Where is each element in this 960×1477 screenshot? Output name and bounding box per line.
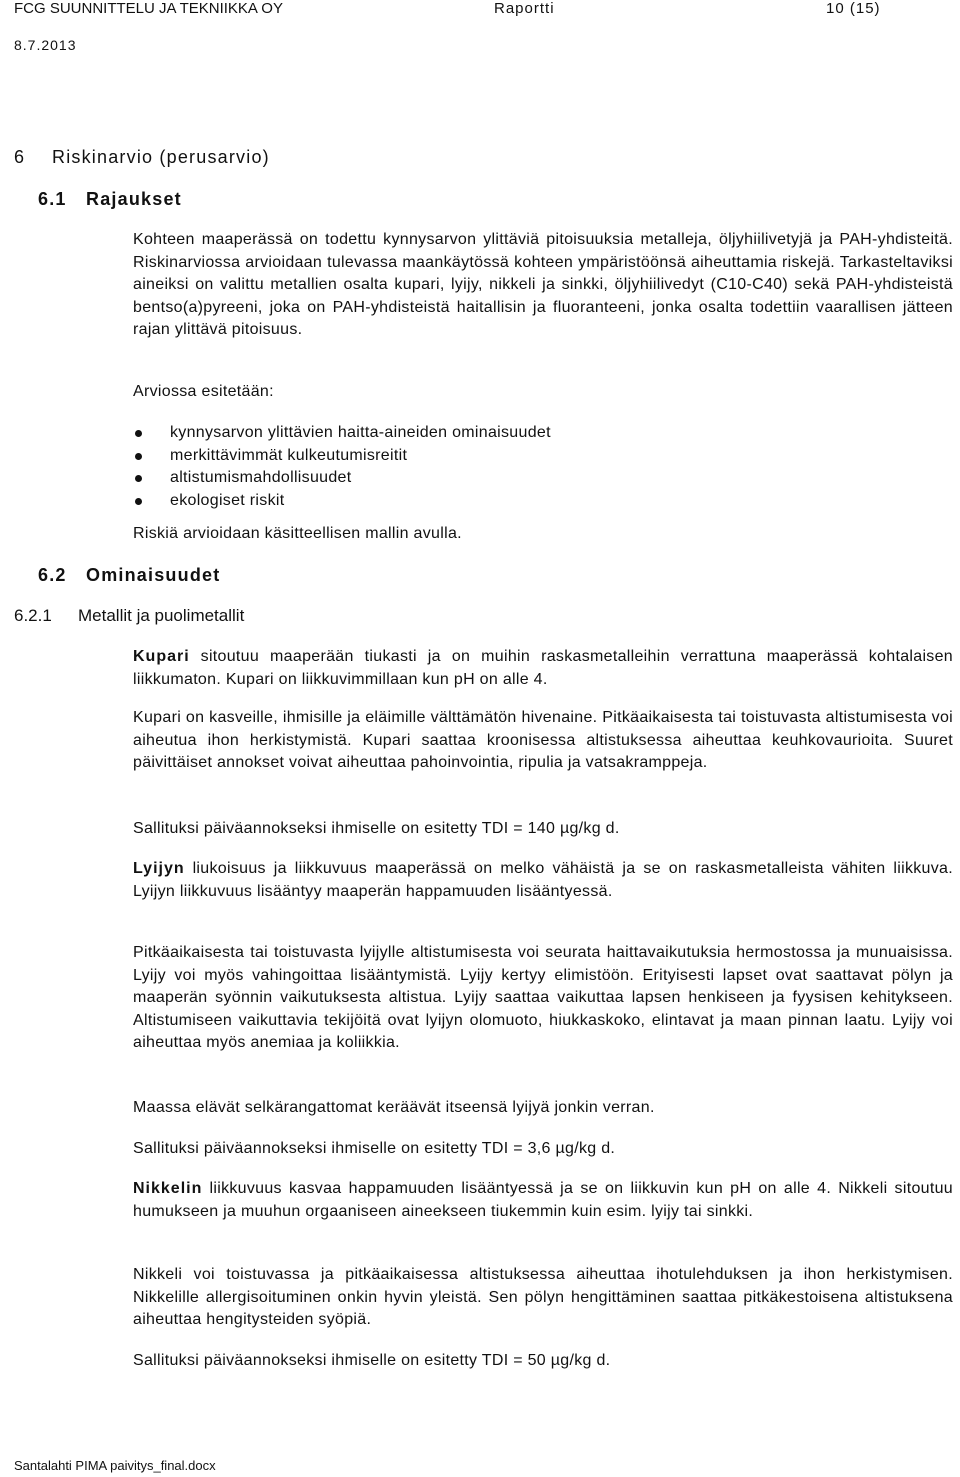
section-6-title: Riskinarvio (perusarvio) <box>52 147 270 167</box>
lyijy-paragraph-3: Maassa elävät selkärangattomat keräävät itseensä lyijyä jonkin verran. <box>133 1099 655 1116</box>
header-company: FCG SUUNNITTELU JA TEKNIIKKA OY <box>14 0 283 17</box>
list-item: kynnysarvon ylittävien haitta-aineiden ominaisuudet <box>133 422 551 445</box>
kupari-paragraph-1: Kupari sitoutuu maaperään tiukasti ja on muihin raskasmetalleihin verrattuna maaperässä kohtalaisen liikkumaton. Kupari on liikkuvimmillaan kun pH on alle 4. <box>133 648 953 688</box>
section-6-1-number: 6.1 <box>38 189 67 209</box>
list-item: altistumismahdollisuudet <box>133 467 551 490</box>
section-6-2-1-title: Metallit ja puolimetallit <box>78 606 245 625</box>
nikkeli-paragraph-1: Nikkelin liikkuvuus kasvaa happamuuden lisääntyessä ja se on liikkuvin kun pH on alle 4. Nikkeli sitoutuu humukseen ja muuhun orgaaniseen aineekseen tiukemmin kuin esim. lyijy tai sinkki. <box>133 1180 953 1220</box>
assessment-intro: Arviossa esitetään: <box>133 383 274 400</box>
lyijy-paragraph-2: Pitkäaikaisesta tai toistuvasta lyijylle altistumisesta voi seurata haittavaikutuksia hermostossa ja munuaisissa. Lyijy voi myös vahingoittaa lisääntymistä. Lyijy kertyy elimistöön. Erityisesti lapset ovat saattavat pölyn ja maaperän syönnin vaikutuksesta altistua. Lyijy saattaa vaikuttaa lapsen henkiseen ja fyysisen kehitykseen. Altistumiseen vaikuttavia tekijöitä ovat lyijyn olomuoto, hiukkaskoko, elintavat ja maan pinnan laatu. Lyijy voi aiheuttaa myös anemiaa ja koliikkia. <box>133 944 953 1051</box>
section-6-2-1-number: 6.2.1 <box>14 606 52 625</box>
bullet-icon <box>135 430 142 437</box>
assessment-list <box>133 422 551 512</box>
section-6-1-title: Rajaukset <box>86 189 182 209</box>
header-doc-type: Raportti <box>494 0 555 17</box>
intro-paragraph: Kohteen maaperässä on todettu kynnysarvon ylittäviä pitoisuuksia metalleja, öljyhiilivetyjä ja PAH-yhdisteitä. Riskinarviossa arvioidaan tulevassa maankäytössä kohteen ympäristöönsä aiheuttamia riskejä. Tarkasteltaviksi aineiksi on valittu metallien osalta kupari, lyijy, nikkeli ja sinkki, öljyhiilivedyt (C10-C40) sekä PAH-yhdisteistä bentso(a)pyreeni, joka on PAH-yhdisteistä haitallisin ja fluoranteeni, jonka osalta todettiin vaarallisen jätteen rajan ylittävä pitoisuus. <box>133 231 953 338</box>
header-date: 8.7.2013 <box>14 37 77 53</box>
kupari-term: Kupari <box>133 648 190 665</box>
bullet-icon <box>135 475 142 482</box>
lyijy-tdi: Sallituksi päiväannokseksi ihmiselle on esitetty TDI = 3,6 µg/kg d. <box>133 1140 616 1157</box>
kupari-paragraph-2: Kupari on kasveille, ihmisille ja eläimille välttämätön hivenaine. Pitkäaikaisesta tai toistuvasta altistumisesta voi aiheutua ihon herkistymistä. Kupari saattaa kroonisessa altistuksessa aiheuttaa keuhkovaurioita. Suuret päivittäiset annokset voivat aiheuttaa pahoinvointia, ripulia ja vatsakramppeja. <box>133 709 953 771</box>
list-item: ekologiset riskit <box>133 490 551 513</box>
nikkeli-paragraph-2: Nikkeli voi toistuvassa ja pitkäaikaisessa altistuksessa aiheuttaa ihotulehduksen ja ihon herkistymisen. Nikkelille allergisoituminen onkin hyvin yleistä. Sen pölyn hengittäminen saattaa pitkäkestoisena altistuksena aiheuttaa hengitysteiden syöpiä. <box>133 1266 953 1328</box>
lyijy-term: Lyijyn <box>133 860 185 877</box>
section-6-2-title: Ominaisuudet <box>86 565 221 585</box>
kupari-tdi: Sallituksi päiväannokseksi ihmiselle on esitetty TDI = 140 µg/kg d. <box>133 820 620 837</box>
bullet-icon <box>135 498 142 505</box>
list-item: merkittävimmät kulkeutumisreitit <box>133 445 551 468</box>
section-6-number: 6 <box>14 147 26 167</box>
footer-filename: Santalahti PIMA paivitys_final.docx <box>14 1458 216 1473</box>
nikkeli-tdi: Sallituksi päiväannokseksi ihmiselle on esitetty TDI = 50 µg/kg d. <box>133 1352 611 1369</box>
nikkeli-term: Nikkelin <box>133 1180 203 1197</box>
header-page-number: 10 (15) <box>826 0 881 17</box>
lyijy-paragraph-1: Lyijyn liukoisuus ja liikkuvuus maaperässä on melko vähäistä ja se on raskasmetalleista vähiten liikkuva. Lyijyn liikkuvuus lisääntyy maaperän happamuuden lisääntyessä. <box>133 860 953 900</box>
section-6-2-number: 6.2 <box>38 565 67 585</box>
bullet-icon <box>135 453 142 460</box>
assessment-method: Riskiä arvioidaan käsitteellisen mallin avulla. <box>133 525 462 542</box>
